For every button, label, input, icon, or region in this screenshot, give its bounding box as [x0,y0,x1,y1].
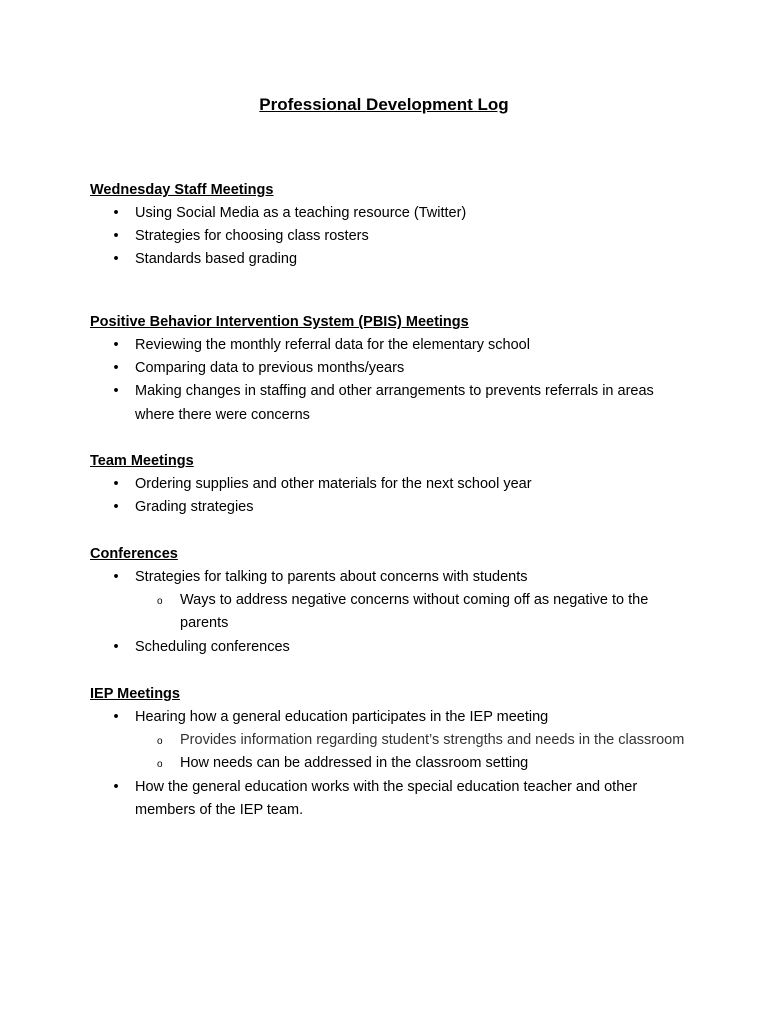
list-item [90,636,690,659]
bullet-list [90,202,690,272]
bullet-icon: • [113,569,119,585]
list-item-text: Comparing data to previous months/years [135,360,405,377]
list-item [90,473,690,496]
sub-list-item [135,729,690,752]
list-item [90,248,690,271]
section-conferences [90,543,690,659]
list-item-text: Scheduling conferences [135,638,290,655]
list-item [90,225,690,248]
bullet-icon: • [113,638,119,655]
list-item-text: Strategies for talking to parents about concerns with students [135,569,528,585]
list-item-text: Strategies for choosing class rosters [135,228,369,245]
bullet-list [90,473,690,519]
circle-bullet-icon: o [157,596,163,608]
list-item [90,776,690,822]
bullet-list [90,566,690,659]
list-item [90,496,690,519]
list-item-text: Grading strategies [135,499,254,516]
section-heading: Wednesday Staff Meetings [90,182,274,198]
section-heading: Team Meetings [90,453,194,469]
list-item-text: Standards based grading [135,251,298,268]
sub-list-item-text: How needs can be addressed in the classroom setting [180,755,529,772]
list-item [90,380,690,426]
sub-list-item-text: Ways to address negative concerns without coming off as negative to the parents [180,592,649,632]
sub-bullet-list [135,729,690,775]
section-team-meetings [90,450,690,519]
page-title: Professional Development Log [259,95,509,114]
section-heading: Conferences [90,546,178,562]
bullet-icon: • [113,228,119,245]
bullet-list [90,706,690,822]
section-iep-meetings [90,683,690,822]
sub-list-item [135,589,690,635]
bullet-icon: • [113,360,119,377]
bullet-icon: • [113,337,119,353]
circle-bullet-icon: o [157,759,163,771]
bullet-icon: • [113,383,119,400]
list-item [90,202,690,225]
bullet-list [90,334,690,427]
bullet-icon: • [113,251,119,268]
sub-list-item-text: Provides information regarding student’s strengths and needs in the classroom [180,732,685,749]
circle-bullet-icon: o [157,736,163,748]
list-item-text: Using Social Media as a teaching resource (Twitter) [135,205,467,221]
list-item [90,334,690,357]
list-item [90,706,690,776]
list-item-text: How the general education works with the special education teacher and other members of the IEP team. [135,778,638,818]
list-item [90,357,690,380]
section-heading: Positive Behavior Intervention System (PBIS) Meetings [90,314,469,330]
list-item-text: Hearing how a general education participates in the IEP meeting [135,709,549,725]
section-wednesday-staff-meetings [90,179,690,272]
list-item-text: Ordering supplies and other materials for the next school year [135,476,532,492]
bullet-icon: • [113,709,119,725]
bullet-icon: • [113,778,119,795]
section-pbis-meetings [90,311,690,427]
bullet-icon: • [113,499,119,516]
bullet-icon: • [113,476,119,492]
sub-bullet-list [135,589,690,635]
sub-list-item [135,752,690,775]
list-item [90,566,690,636]
bullet-icon: • [113,205,119,221]
section-heading: IEP Meetings [90,686,180,702]
list-item-text: Making changes in staffing and other arrangements to prevents referrals in areas where there were concerns [135,383,654,423]
list-item-text: Reviewing the monthly referral data for the elementary school [135,337,530,353]
